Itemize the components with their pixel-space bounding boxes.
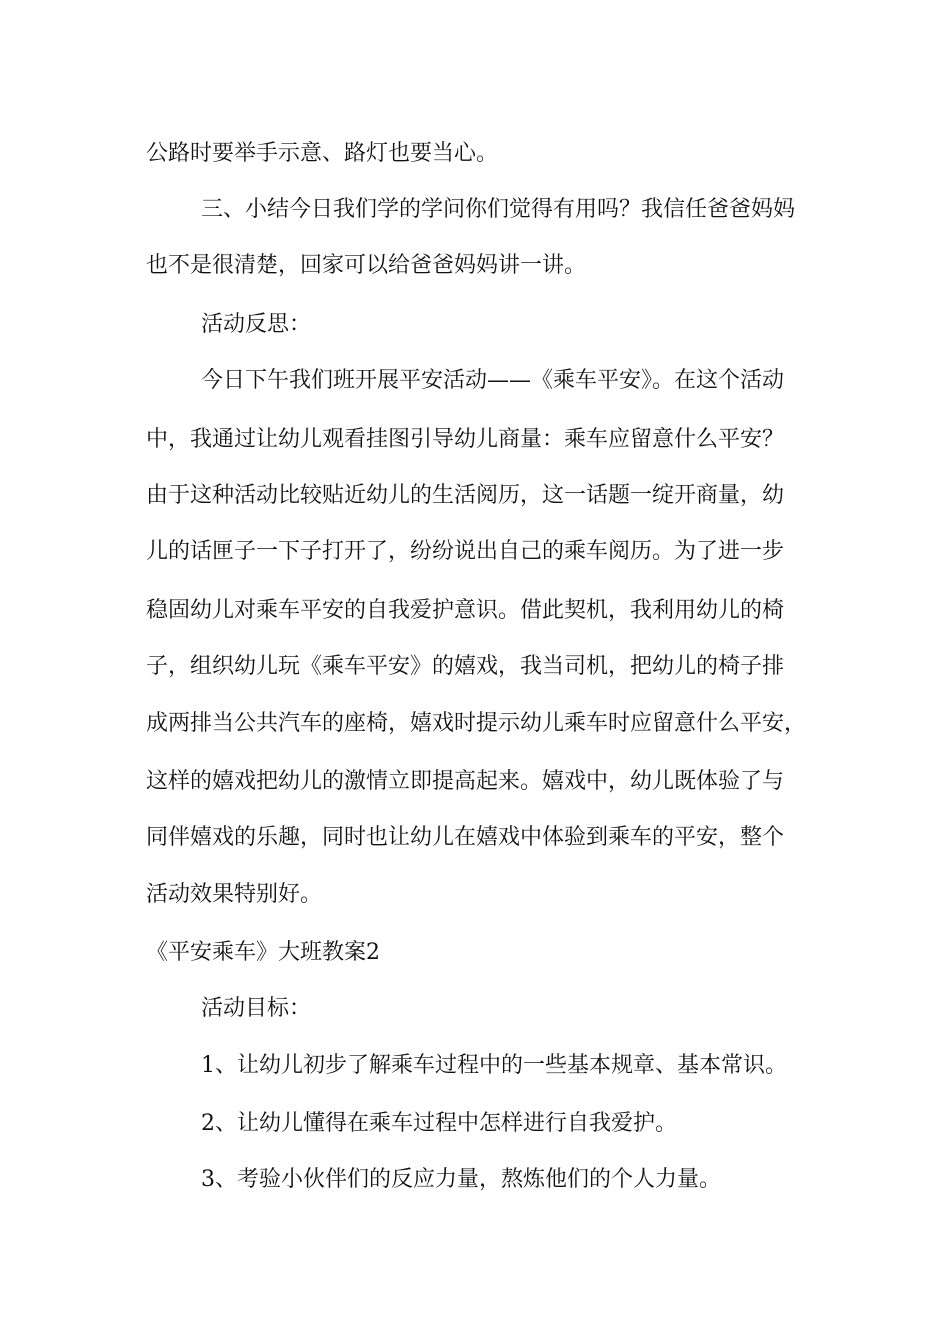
document-title: 《平安乘车》大班教案2 bbox=[146, 940, 380, 965]
text-line: 活动效果特别好。 bbox=[146, 882, 323, 907]
text-line: 中，我通过让幼儿观看挂图引导幼儿商量：乘车应留意什么平安？ bbox=[146, 427, 785, 452]
text-line: 这样的嬉戏把幼儿的激情立即提高起来。嬉戏中，幼儿既体验了与 bbox=[146, 769, 785, 794]
list-item: 1、让幼儿初步了解乘车过程中的一些基本规章、基本常识。 bbox=[201, 1053, 787, 1078]
text-line: 今日下午我们班开展平安活动——《乘车平安》。在这个活动 bbox=[201, 368, 785, 393]
text-line: 子，组织幼儿玩《乘车平安》的嬉戏，我当司机，把幼儿的椅子排 bbox=[146, 654, 785, 679]
text-line: 三、小结今日我们学的学问你们觉得有用吗？我信任爸爸妈妈 bbox=[201, 197, 796, 222]
list-item: 3、考验小伙伴们的反应力量，熬炼他们的个人力量。 bbox=[201, 1167, 721, 1192]
section-heading: 活动目标： bbox=[201, 996, 312, 1021]
text-line: 公路时要举手示意、路灯也要当心。 bbox=[146, 141, 499, 166]
text-line: 同伴嬉戏的乐趣，同时也让幼儿在嬉戏中体验到乘车的平安，整个 bbox=[146, 825, 785, 850]
text-line: 也不是很清楚，回家可以给爸爸妈妈讲一讲。 bbox=[146, 253, 587, 278]
text-line: 稳固幼儿对乘车平安的自我爱护意识。借此契机，我利用幼儿的椅 bbox=[146, 598, 785, 623]
list-item: 2、让幼儿懂得在乘车过程中怎样进行自我爱护。 bbox=[201, 1111, 677, 1136]
text-line: 由于这种活动比较贴近幼儿的生活阅历，这一话题一绽开商量，幼 bbox=[146, 483, 785, 508]
section-heading: 活动反思： bbox=[201, 312, 312, 337]
text-line: 儿的话匣子一下子打开了，纷纷说出自己的乘车阅历。为了进一步 bbox=[146, 539, 785, 564]
text-line: 成两排当公共汽车的座椅，嬉戏时提示幼儿乘车时应留意什么平安， bbox=[146, 711, 807, 736]
